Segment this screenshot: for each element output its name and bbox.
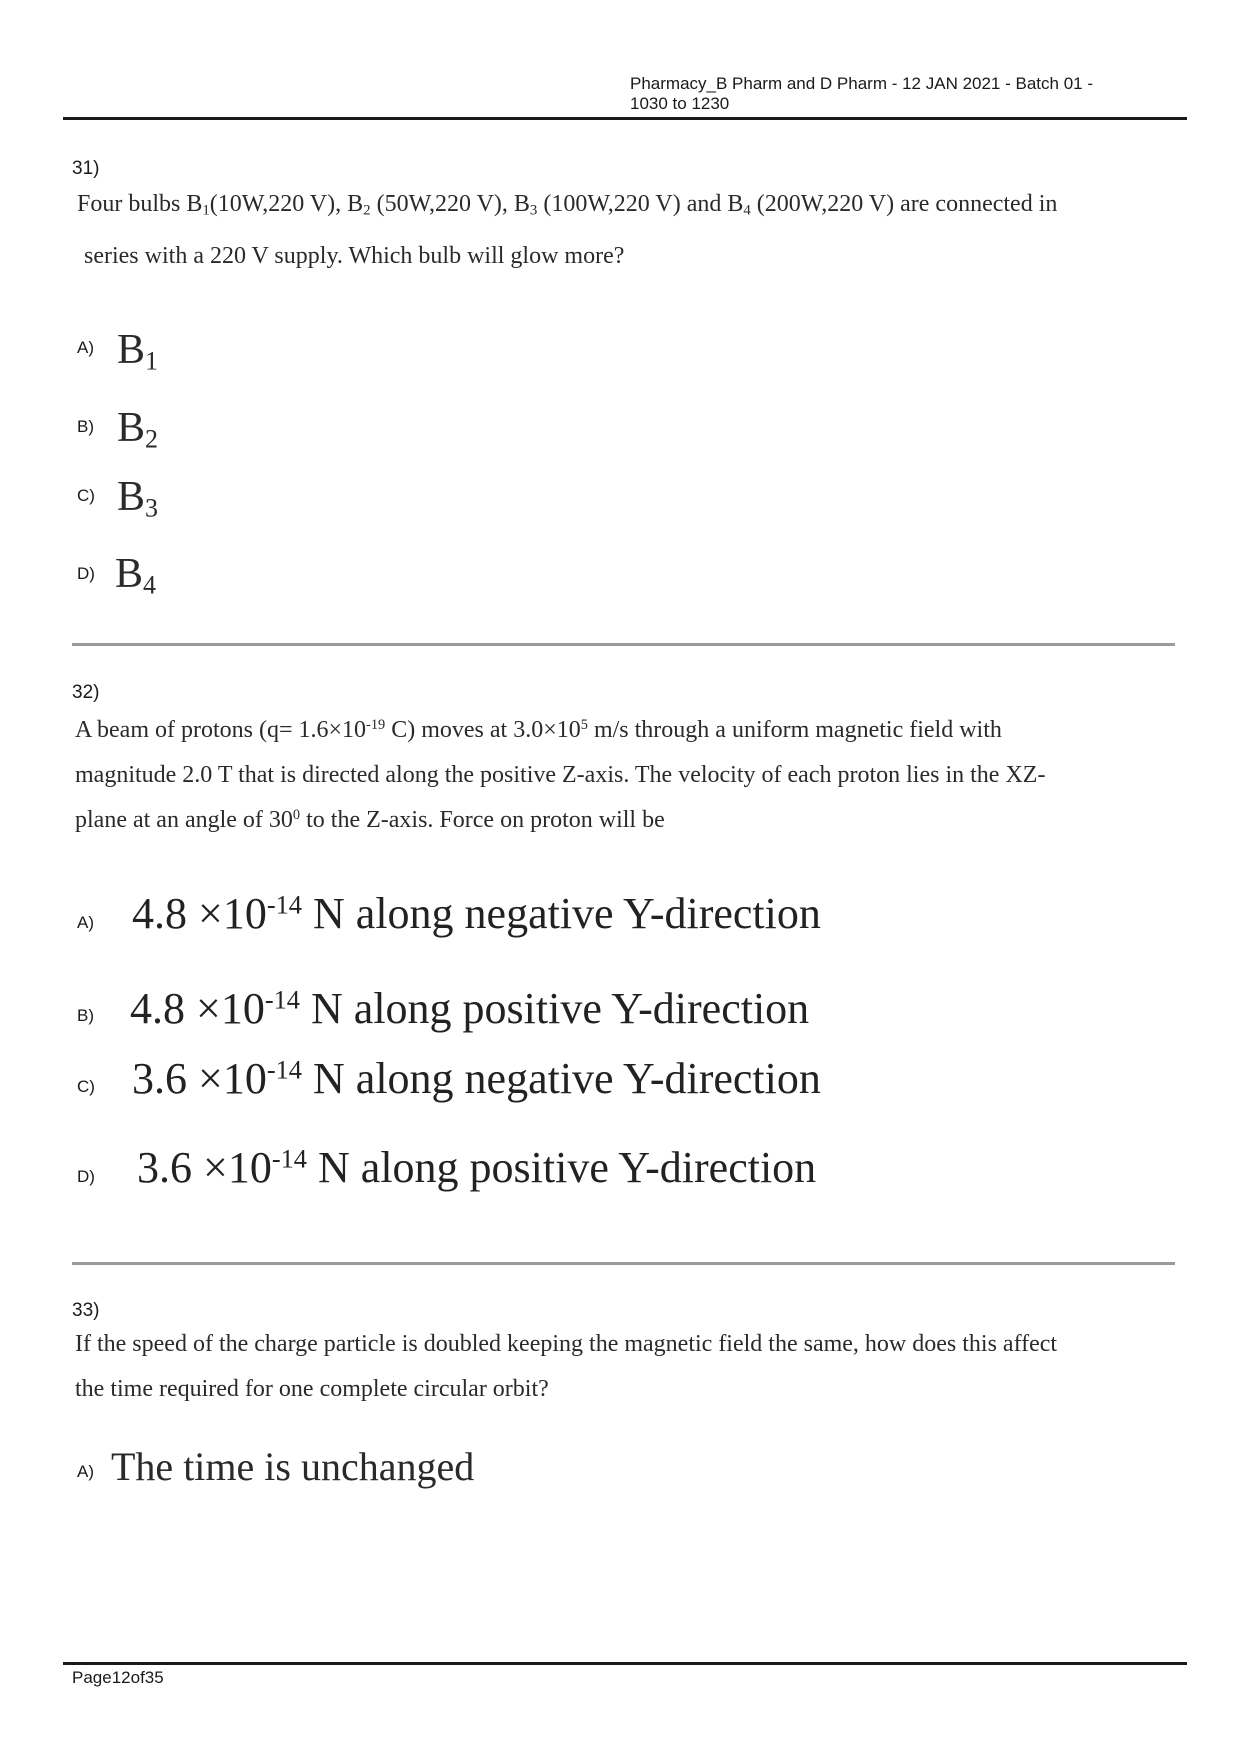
q32-option-c-label: C) xyxy=(77,1077,95,1096)
q31-option-b-label: B) xyxy=(77,417,94,436)
question-32-line-3: plane at an angle of $30^0$ to the Z-axis. Force on proton will be xyxy=(75,807,665,833)
q31-option-c[interactable]: $B_3$ xyxy=(117,474,159,523)
q31-option-a-label: A) xyxy=(77,338,94,357)
question-33-line-2: the time required for one complete circular orbit? xyxy=(75,1376,549,1402)
q31-option-c-label: C) xyxy=(77,486,95,505)
question-31-line-1: Four bulbs $B_1(10W,220$ V), $B_2$ (50W,220 V), $B_3$ (100W,220 V) and $B_4$ (200W,220 V) are connected in xyxy=(77,191,1058,219)
q32-option-a[interactable]: $4.8 \times 10^{-14}$ N along negative Y-direction xyxy=(132,889,821,938)
question-33-text xyxy=(75,1322,1185,1412)
header-line-2: 1030 to 1230 xyxy=(630,94,730,113)
q31-option-b[interactable]: $B_2$ xyxy=(117,405,159,454)
q31-option-d[interactable]: $B_4$ xyxy=(115,551,157,600)
q32-option-d-label: D) xyxy=(77,1167,95,1186)
header-rule xyxy=(63,117,1187,120)
q31-option-a[interactable]: $B_1$ xyxy=(117,327,159,376)
q32-option-d[interactable]: $3.6 \times 10^{-14}$ N along positive Y-direction xyxy=(137,1143,817,1192)
question-31-text xyxy=(77,182,1177,279)
question-32-line-1: A beam of protons ($q= 1.6\times 10^{-19}$ C) moves at $3.0\times 10^5$ m/s through a uniform magnetic field with xyxy=(75,717,1002,743)
footer-rule xyxy=(63,1662,1187,1665)
q32-option-b[interactable]: $4.8 \times 10^{-14}$ N along positive Y-direction xyxy=(130,984,810,1033)
question-32-number: 32) xyxy=(72,682,100,703)
question-31-line-2: series with a 220 V supply. Which bulb will glow more? xyxy=(84,242,625,269)
question-31-number: 31) xyxy=(72,158,100,179)
q31-option-d-label: D) xyxy=(77,564,95,583)
question-separator xyxy=(72,643,1175,646)
question-32-text xyxy=(75,708,1185,843)
page-number: Page12of35 xyxy=(72,1668,164,1687)
q32-option-a-label: A) xyxy=(77,913,94,932)
header-line-1: Pharmacy_B Pharm and D Pharm - 12 JAN 2021 - Batch 01 - xyxy=(630,74,1093,93)
question-32-line-2: magnitude 2.0 T that is directed along the positive Z-axis. The velocity of each proton lies in the XZ- xyxy=(75,762,1046,788)
question-separator xyxy=(72,1262,1175,1265)
q32-option-c[interactable]: $3.6 \times 10^{-14}$ N along negative Y-direction xyxy=(132,1054,821,1103)
q33-option-a[interactable]: The time is unchanged xyxy=(111,1444,475,1489)
page-header xyxy=(630,74,1150,114)
q32-option-b-label: B) xyxy=(77,1006,94,1025)
question-33-number: 33) xyxy=(72,1300,100,1321)
q33-option-a-label: A) xyxy=(77,1462,94,1481)
question-33-line-1: If the speed of the charge particle is doubled keeping the magnetic field the same, how does this affect xyxy=(75,1331,1058,1357)
